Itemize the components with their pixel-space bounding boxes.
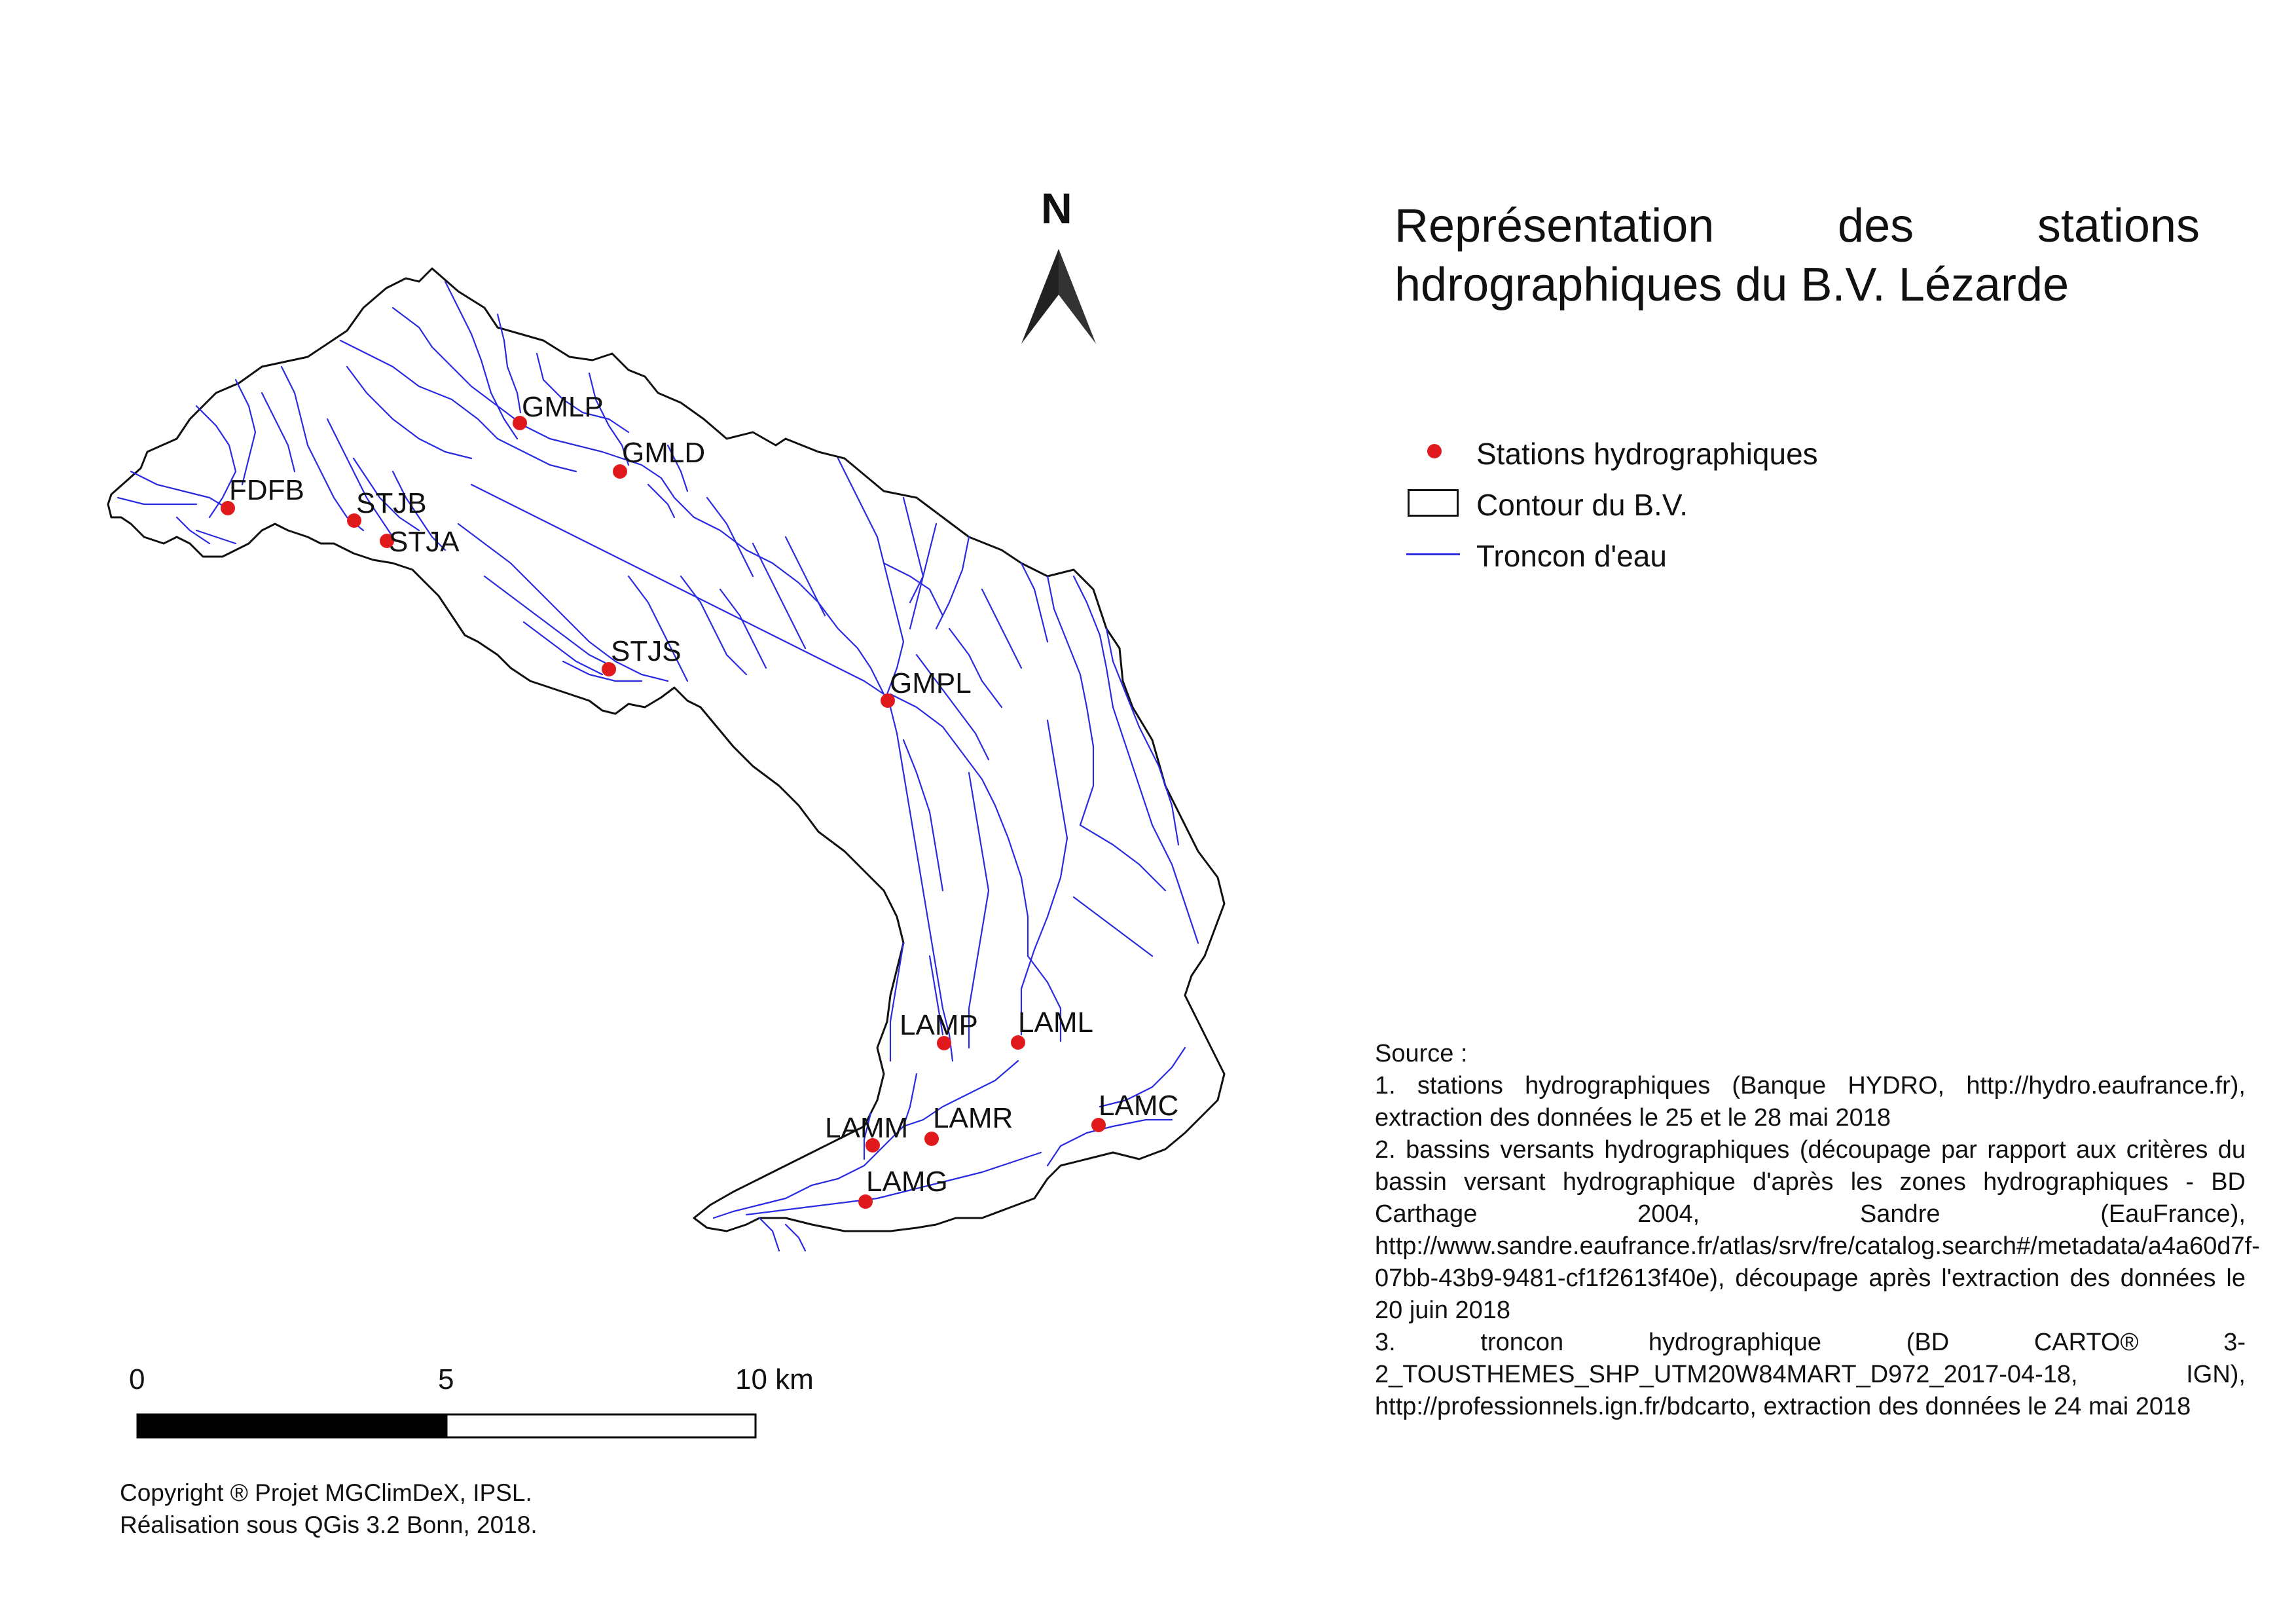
- river-segment: [936, 537, 969, 629]
- station-label: STJS: [611, 635, 682, 667]
- river-segment: [1048, 1120, 1172, 1166]
- legend-label: Stations hydrographiques: [1476, 437, 1818, 471]
- river-segment: [498, 314, 520, 413]
- river-segment: [786, 1225, 805, 1251]
- river-segment: [681, 576, 746, 674]
- legend-label: Troncon d'eau: [1476, 539, 1667, 573]
- source-block: [1375, 1038, 2260, 1423]
- north-arrow-icon: [1021, 249, 1096, 344]
- river-segment: [118, 498, 196, 504]
- river-segment: [1021, 720, 1067, 1035]
- title-line-2: hdrographiques du B.V. Lézarde: [1394, 259, 2069, 311]
- station-label: STJA: [389, 526, 460, 558]
- river-segment: [131, 471, 226, 507]
- source-item: 1. stations hydrographiques (Banque HYDRO, http://hydro.eaufrance.fr), extraction des données le 25 et le 28 mai 2018: [1375, 1072, 2246, 1132]
- station-label: GMLP: [522, 391, 604, 423]
- source-item: 2. bassins versants hydrographiques (découpage par rapport aux critères du bassin versant hydrographique d'après les zones hydrographiques - BD Carthage 2004, Sandre (EauFrance), http://www.sandre.eaufrance.fr/atlas/srv/fre/catalog.search#/metadata/a4a60d7f-07bb-43b9-9481-cf1f2613f40e), découpage après l'extraction des données le 20 juin 2018: [1375, 1136, 2260, 1324]
- river-line-icon: [1406, 553, 1460, 555]
- river-segment: [648, 485, 674, 517]
- station-label: LAML: [1018, 1006, 1093, 1039]
- river-segment: [903, 498, 923, 629]
- river-segment: [262, 393, 295, 471]
- river-segment: [982, 589, 1021, 668]
- river-segment: [347, 367, 471, 458]
- map-title: [1394, 196, 2200, 314]
- scale-label-10: 10 km: [735, 1363, 814, 1395]
- river-segment: [236, 380, 255, 485]
- river-segment: [484, 576, 615, 668]
- outline-box-icon: [1408, 489, 1459, 517]
- basin-outline: [108, 268, 1224, 1231]
- station-label: LAMC: [1099, 1090, 1179, 1122]
- legend-label: Contour du B.V.: [1476, 488, 1688, 522]
- copyright-line-2: Réalisation sous QGis 3.2 Bonn, 2018.: [120, 1511, 538, 1538]
- river-segment: [1080, 825, 1165, 891]
- station-dot-icon: [1427, 444, 1442, 458]
- station-label: GMPL: [890, 667, 972, 699]
- river-segment: [524, 622, 602, 674]
- title-line-1: Représentation des stations: [1394, 200, 2200, 252]
- scale-bar: [137, 1414, 756, 1437]
- river-segment: [1008, 838, 1028, 956]
- copyright-block: [120, 1477, 538, 1541]
- river-segment: [887, 694, 943, 1008]
- river-segment: [196, 530, 236, 544]
- river-segment: [890, 943, 903, 1061]
- river-segment: [1080, 707, 1093, 825]
- station-label: STJB: [356, 487, 427, 519]
- river-segment: [1139, 727, 1178, 845]
- source-item: 3. troncon hydrographique (BD CARTO® 3-2_TOUSTHEMES_SHP_UTM20W84MART_D972_2017-04-18, IGN), http://professionnels.ign.fr/bdcarto, extraction des données le 24 mai 2018: [1375, 1329, 2246, 1420]
- river-segment: [1074, 576, 1113, 707]
- station-label: LAMP: [900, 1009, 978, 1041]
- river-segment: [903, 740, 943, 891]
- river-segment: [759, 1218, 779, 1251]
- station-label: LAMM: [825, 1112, 909, 1144]
- river-segment: [1113, 707, 1152, 825]
- station-label: LAMG: [866, 1166, 948, 1198]
- river-segment: [1048, 576, 1087, 707]
- copyright-line-1: Copyright ® Projet MGClimDeX, IPSL.: [120, 1479, 532, 1506]
- river-segment: [910, 524, 936, 602]
- source-heading: Source :: [1375, 1040, 1468, 1067]
- river-segment: [969, 773, 989, 930]
- river-segment: [884, 563, 943, 616]
- station-label: GMLD: [622, 437, 706, 469]
- river-segment: [890, 694, 1008, 838]
- station-label: FDFB: [229, 474, 304, 506]
- scale-label-5: 5: [438, 1363, 454, 1395]
- north-label: N: [1041, 184, 1072, 232]
- river-segment: [1074, 897, 1152, 956]
- river-segment: [786, 537, 825, 616]
- station-label: LAMR: [933, 1102, 1013, 1134]
- scale-label-0: 0: [129, 1363, 145, 1395]
